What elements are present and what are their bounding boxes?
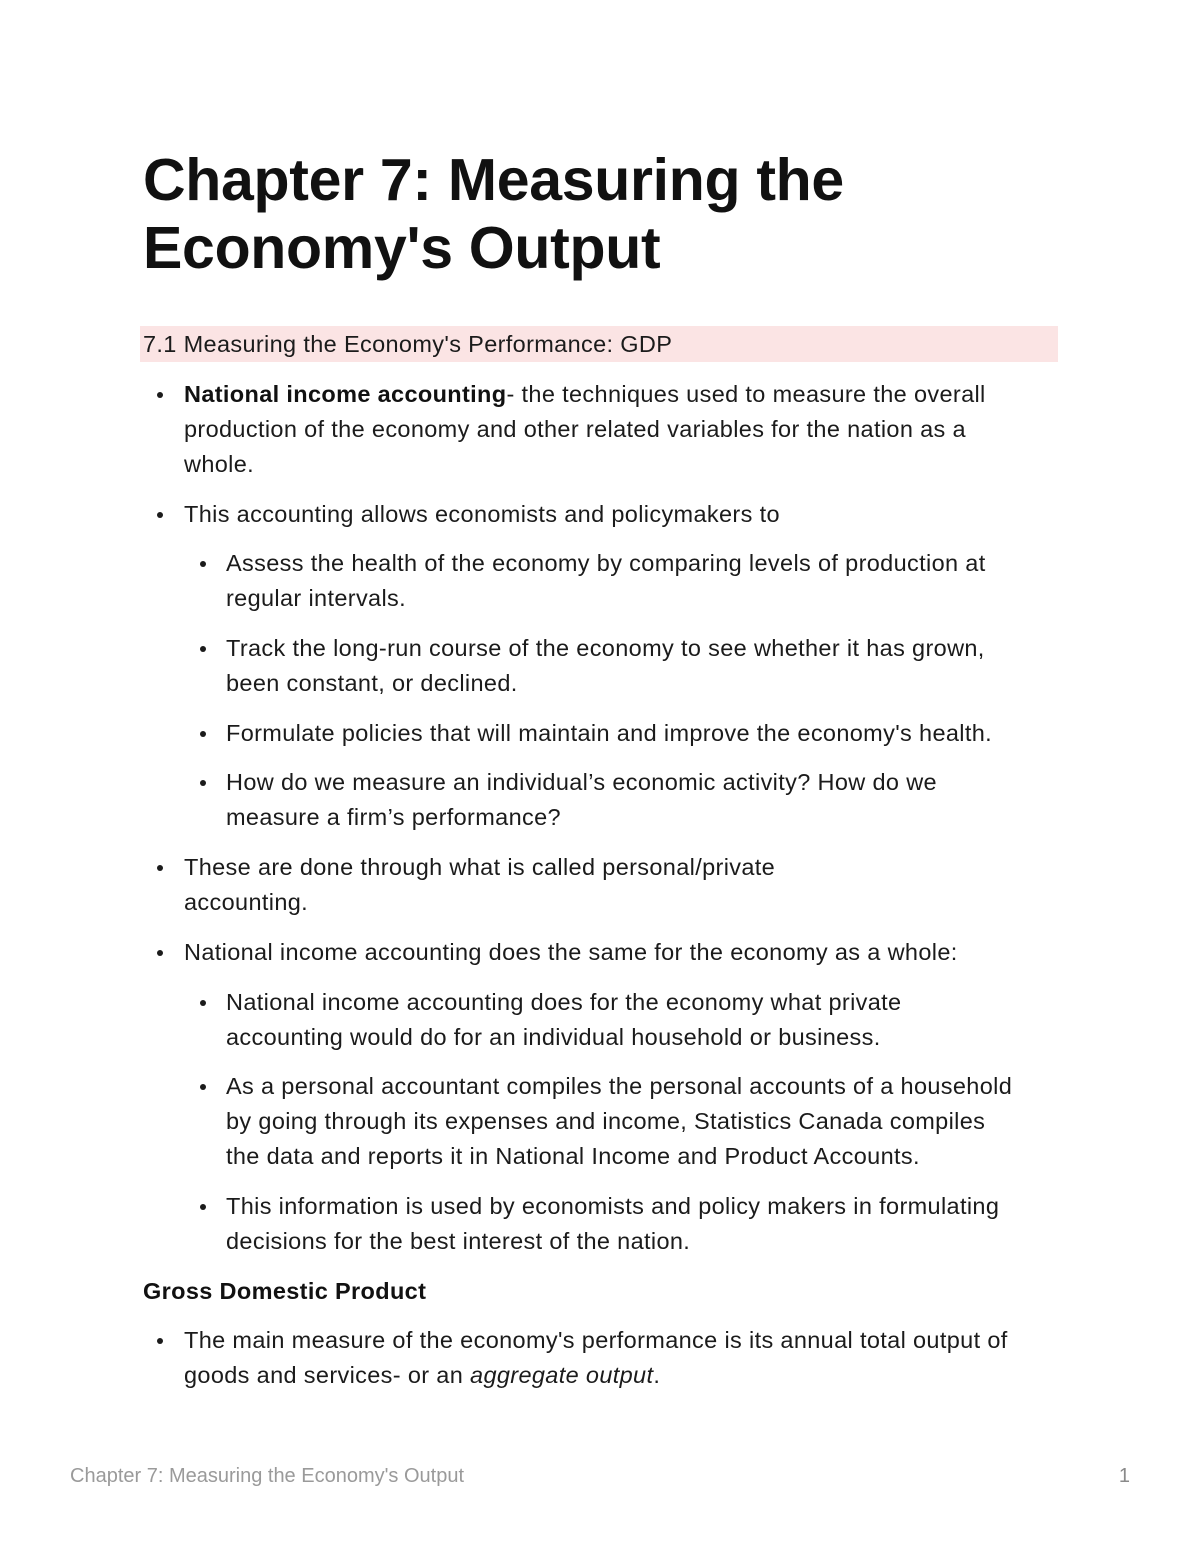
bullet-icon (200, 1084, 206, 1090)
page-title-line-1: Chapter 7: Measuring the (143, 147, 844, 213)
text-line: As a personal accountant compiles the personal accounts of a household (226, 1073, 1013, 1100)
sub-bullet-item (184, 1189, 1083, 1259)
text-line: accounting. (184, 889, 309, 916)
text-segment: . (653, 1362, 661, 1389)
text-line: The main measure of the economy's performance is its annual total output of (184, 1327, 1008, 1354)
text-line: the data and reports it in National Income and Product Accounts. (226, 1143, 920, 1170)
emphasized-term: aggregate output (470, 1362, 654, 1389)
text-line: measure a firm’s performance? (226, 804, 561, 831)
bullet-item (143, 377, 1083, 482)
term-definition: - the techniques used to measure the overall (506, 381, 986, 407)
section-heading: 7.1 Measuring the Economy's Performance: GDP (143, 331, 673, 357)
text-line: Track the long-run course of the economy to see whether it has grown, (226, 635, 985, 662)
subheading-gross-domestic-product: Gross Domestic Product (143, 1277, 427, 1304)
bullet-item (143, 1323, 1083, 1393)
text-line: decisions for the best interest of the nation. (226, 1227, 691, 1254)
key-term: National income accounting (184, 381, 507, 407)
page-content (143, 377, 1083, 1393)
bullet-item (143, 497, 1083, 836)
bullet-icon (200, 561, 206, 567)
bullet-icon (200, 1000, 206, 1006)
text-line: by going through its expenses and income, Statistics Canada compiles (226, 1108, 986, 1135)
text-line: How do we measure an individual’s economic activity? How do we (226, 769, 937, 796)
section-heading-highlight (140, 326, 1058, 362)
page-title-line-2: Economy's Output (143, 215, 661, 281)
text-line: Assess the health of the economy by comparing levels of production at (226, 550, 986, 577)
sub-bullet-item (184, 1069, 1083, 1174)
text-line (184, 377, 1083, 412)
sub-bullet-list (184, 985, 1083, 1259)
text-line (184, 1358, 1083, 1393)
sub-bullet-item (184, 546, 1083, 616)
bullet-list (143, 377, 1083, 1259)
bullet-item (143, 850, 1083, 920)
bullet-list (143, 1323, 1083, 1393)
text-line: National income accounting does the same for the economy as a whole: (184, 938, 958, 965)
text-line: This accounting allows economists and policymakers to (184, 500, 780, 527)
bullet-icon (157, 392, 163, 398)
sub-bullet-item (184, 985, 1083, 1055)
text-line: Formulate policies that will maintain and improve the economy's health. (226, 719, 993, 746)
sub-bullet-item (184, 716, 1083, 751)
text-line: been constant, or declined. (226, 670, 518, 697)
bullet-icon (200, 1204, 206, 1210)
bullet-icon (157, 512, 163, 518)
bullet-icon (200, 646, 206, 652)
page-number: 1 (1118, 1465, 1130, 1487)
sub-bullet-item (184, 631, 1083, 701)
sub-bullet-item (184, 765, 1083, 835)
text-line: production of the economy and other related variables for the nation as a (184, 416, 966, 442)
page-footer (70, 1462, 1130, 1490)
bullet-item (143, 935, 1083, 1259)
text-line: accounting would do for an individual household or business. (226, 1023, 881, 1050)
text-line: These are done through what is called personal/private (184, 854, 776, 881)
text-line: regular intervals. (226, 585, 407, 612)
bullet-icon (157, 865, 163, 871)
text-line: This information is used by economists and policy makers in formulating (226, 1192, 1000, 1219)
bullet-icon (157, 1338, 163, 1344)
text-segment: goods and services- or an (184, 1362, 471, 1389)
bullet-icon (200, 731, 206, 737)
footer-title: Chapter 7: Measuring the Economy's Output (70, 1465, 465, 1487)
text-line: National income accounting does for the economy what private (226, 988, 902, 1015)
bullet-icon (200, 780, 206, 786)
text-line: whole. (184, 451, 255, 477)
sub-bullet-list (184, 546, 1083, 835)
bullet-icon (157, 950, 163, 956)
page-title (143, 146, 844, 282)
